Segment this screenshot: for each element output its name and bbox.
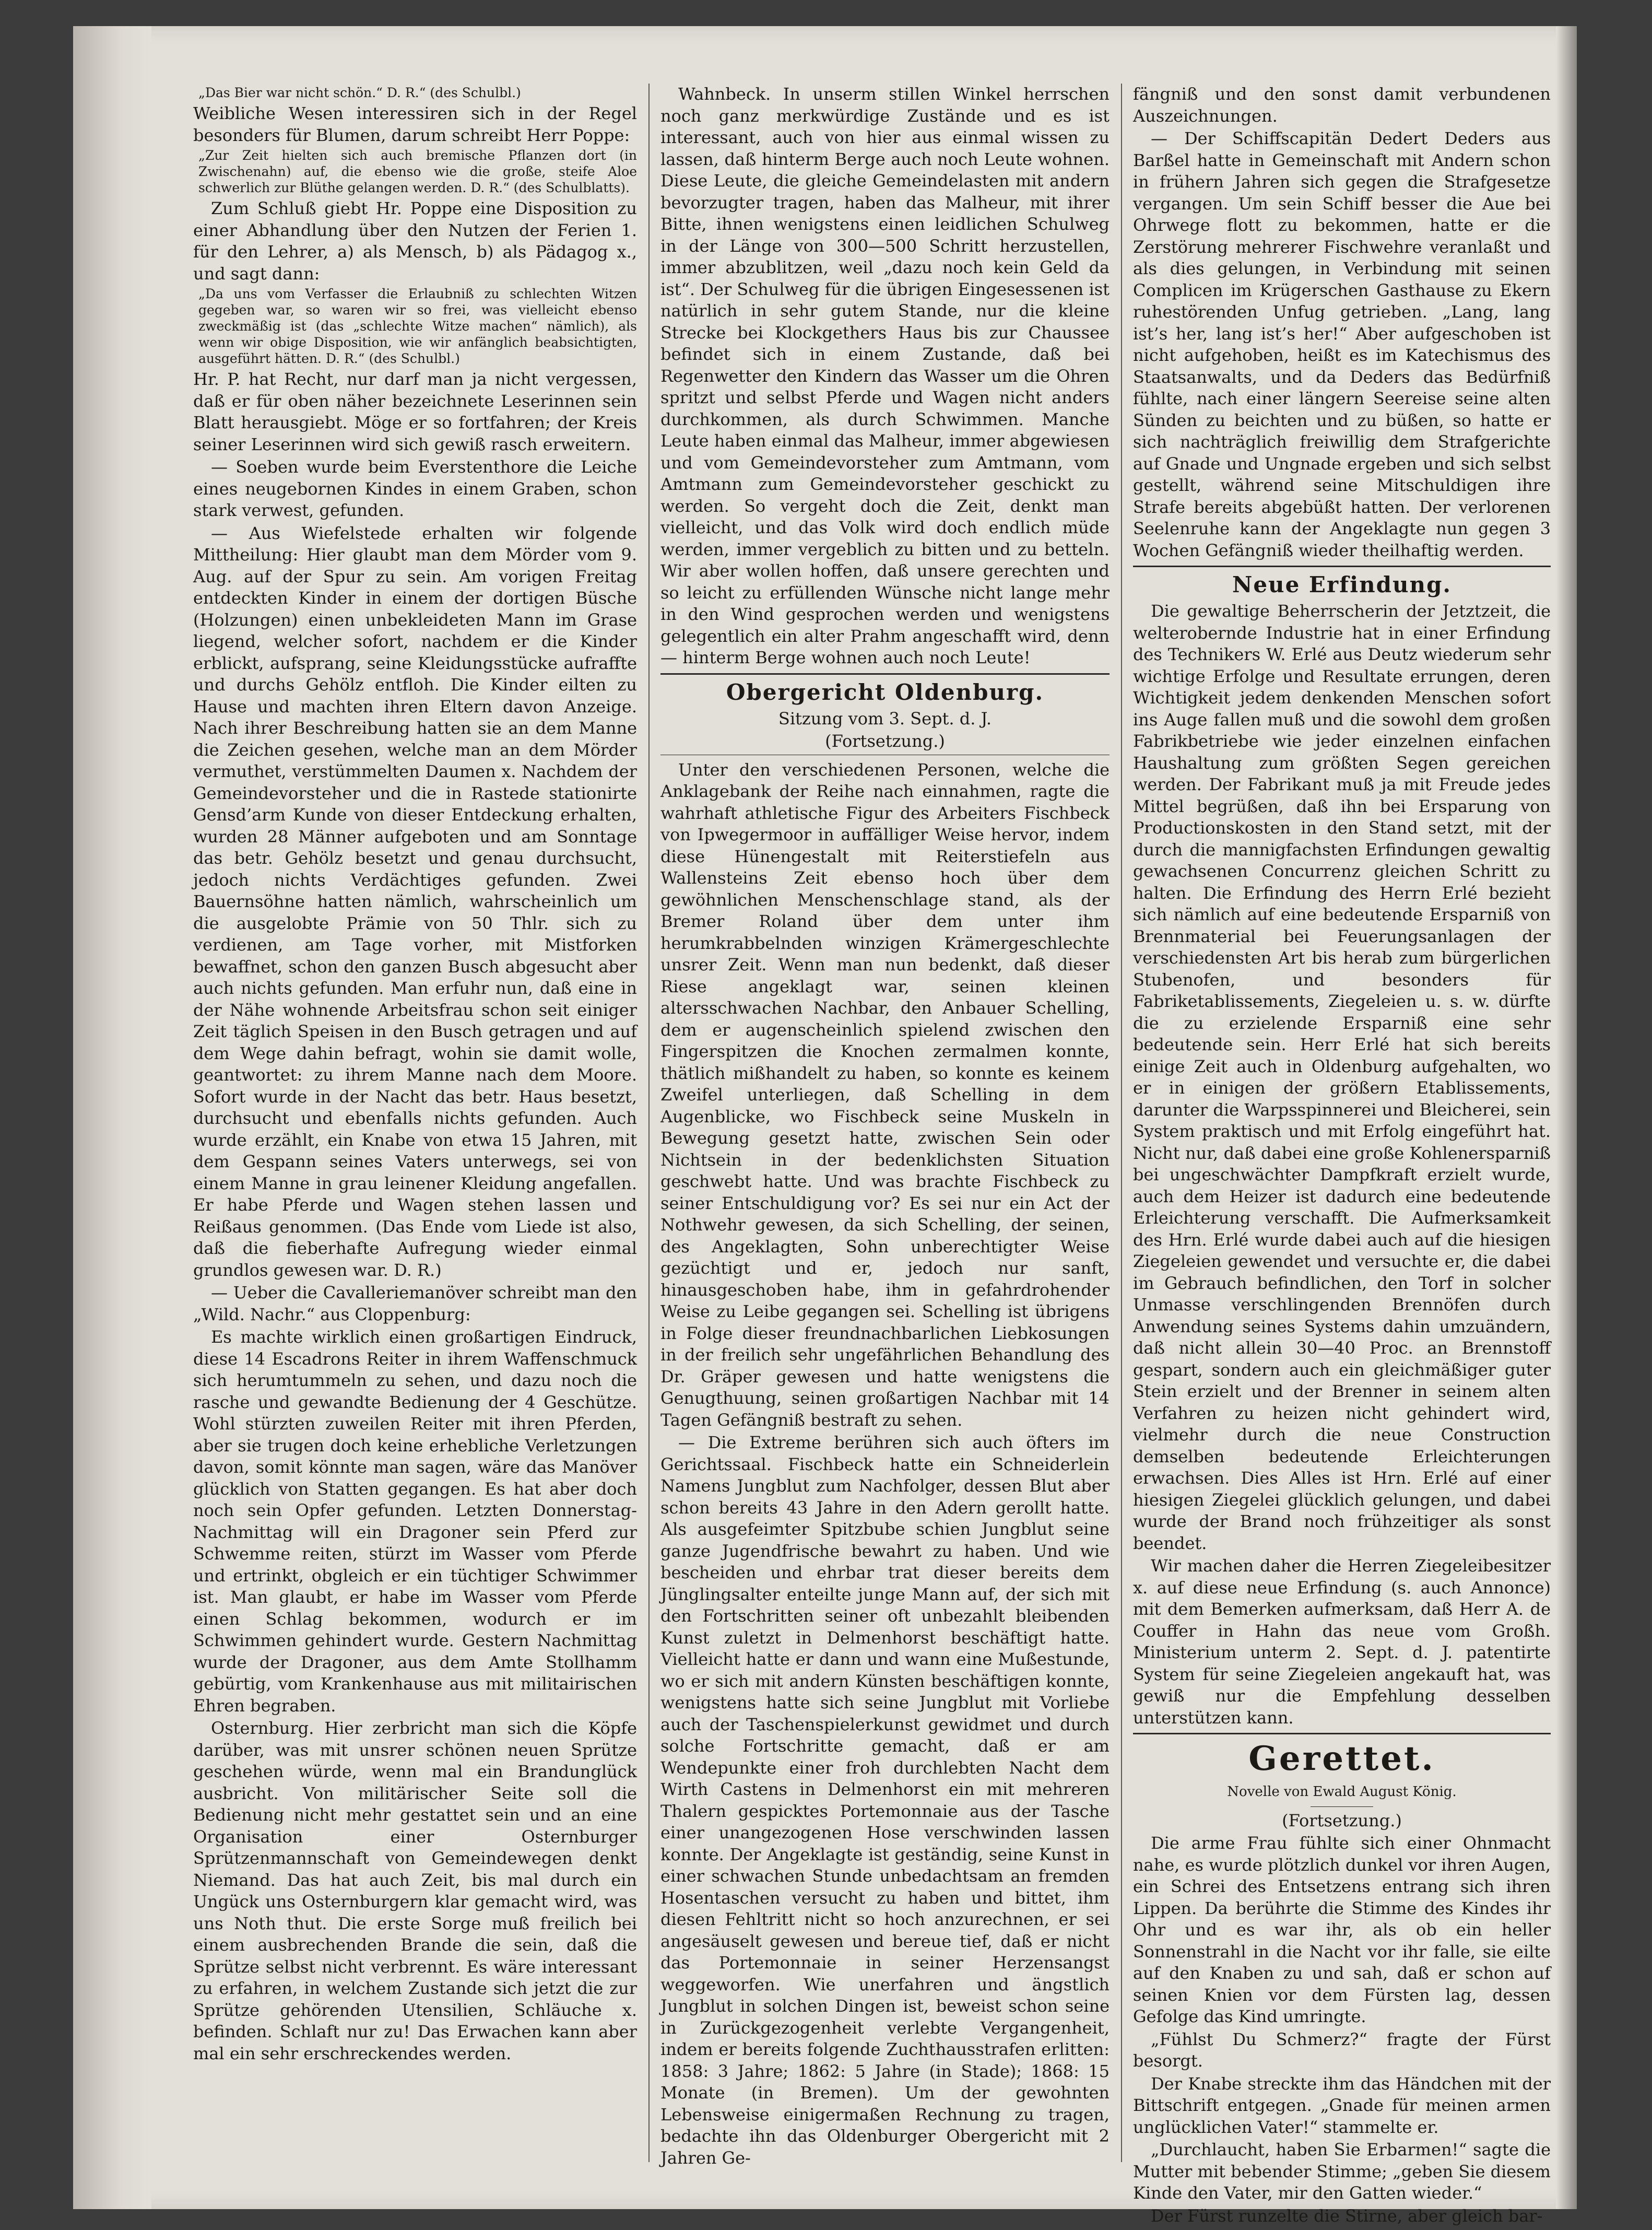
column-2 (660, 84, 1110, 2168)
paragraph: „Fühlst Du Schmerz?“ fragte der Fürst besorgt. (1133, 2029, 1551, 2071)
continuation-note: (Fortsetzung.) (1282, 1810, 1402, 1830)
paragraph: Hr. P. hat Recht, nur darf man ja nicht vergessen, daß er für oben näher bezeichnete Leserinnen sein Blatt herausgiebt. Möge er so fortfahren; der Kreis seiner Leserinnen wird sich gewiß rasch erweitern. (193, 369, 637, 454)
paragraph: Weibliche Wesen interessiren sich in der Regel besonders für Blumen, darum schreibt Herr Poppe: (193, 103, 637, 145)
paragraph: fängniß und den sonst damit verbundenen Auszeichnungen. (1133, 84, 1551, 126)
column-rule (648, 84, 650, 2162)
paragraph: Wir machen daher die Herren Ziegeleibesitzer x. auf diese neue Erfindung (s. auch Annonce) mit dem Bemerken aufmerksam, daß Herr A. de Couffer in Hahn das neue vom Großh. Ministerium unterm 2. Sept. d. J. patentirte System für seine Ziegeleien angekauft hat, was gewiß nur die Empfehlung desselben unterstützen kann. (1133, 1556, 1551, 1728)
paragraph: Der Fürst runzelte die Stirne, aber gleich bar- (1151, 2205, 1543, 2226)
section-heading: Obergericht Oldenburg. (726, 679, 1044, 705)
section-divider (1133, 566, 1551, 567)
paragraph: Der Knabe streckte ihm das Händchen mit der Bittschrift entgegen. „Gnade für meinen armen unglücklichen Vater!“ stammelte er. (1133, 2073, 1551, 2137)
news-item: — Der Schiffscapitän Dedert Deders aus Barßel hatte in Gemeinschaft mit Andern schon in frühern Jahren sich gegen die Strafgesetze vergangen. Um sein Schiff besser die Aue bei Ohrwege flott zu bekommen, hatte er die Zerstörung mehrerer Fischwehre veranlaßt und als dies gelungen, in Verbindung mit seinen Complicen im Krügerschen Gasthause zu Ekern ruhestörenden Unfug getrieben. „Lang, lang ist’s her, lang ist’s her!“ Aber aufgeschoben ist nicht aufgehoben, heißt es im Katechismus des Staatsanwalts, und da Deders das Bedürfniß fühlte, nach einer längern Seereise seine alten Sünden zu beichten und zu büßen, so hatte er sich nachträglich freiwillig dem Strafgerichte auf Gnade und Ungnade ergeben und sich selbst gestellt, während seine Mitschuldigen ihre Strafe bereits abgebüßt hatten. Der verlorenen Seelenruhe kann der Angeklagte nun gegen 3 Wochen Gefängniß wieder theilhaftig werden. (1133, 128, 1551, 560)
quote: „Da uns vom Verfasser die Erlaubniß zu schlechten Witzen gegeben war, so waren wir so frei, was vielleicht ebenso zweckmäßig ist (das „schlechte Witze machen“ nämlich), als wenn wir obige Disposition, wie wir anfänglich beabsichtigten, ausgeführt hätten. D. R.“ (des Schulbl.) (198, 286, 637, 366)
paragraph: Die gewaltige Beherrscherin der Jetztzeit, die welterobernde Industrie hat in einer Erfindung des Technikers W. Erlé aus Deutz wiederum sehr wichtige Erfolge und Resultate errungen, deren Wichtigkeit jedem denkenden Menschen sofort ins Auge fallen muß und die sowohl dem großen Fabrikbetriebe wie jeder einzelnen einfachen Haushaltung zum größten Segen gereichen werden. Der Fabrikant muß ja mit Freude jedes Mittel begrüßen, daß ihn bei Ersparung von Productionskosten in den Stand setzt, mit der durch die mannigfachsten Erfindungen gewaltig gewachsenen Concurrenz gleichen Schritt zu halten. Die Erfindung des Herrn Erlé bezieht sich nämlich auf eine bedeutende Ersparniß von Brennmaterial bei Feuerungsanlagen der verschiedensten Art bis herab zum bürgerlichen Stubenofen, und besonders für Fabriketablissements, Ziegeleien u. s. w. dürfte die zu erzielende Ersparniß eine sehr bedeutende sein. Herr Erlé hat sich bereits einige Zeit auch in Oldenburg aufgehalten, wo er in einigen der größern Etablissements, darunter die Warpsspinnerei und Bleicherei, sein System praktisch und mit Erfolg eingeführt hat. Nicht nur, daß dabei eine große Kohlenersparniß bei ungeschwächter Dampfkraft erzielt wurde, auch dem Heizer ist dadurch eine bedeutende Erleichterung verschafft. Die Aufmerksamkeit des Hrn. Erlé wurde dabei auch auf die hiesigen Ziegeleien gewendet und versuchte er, die dabei im Gebrauch befindlichen, den Torf in solcher Unmasse verschlingenden Brennöfen durch Anwendung seines Systems dahin umzuändern, daß nicht allein 30—40 Proc. an Brennstoff gespart, sondern auch ein gleichmäßiger guter Stein erzielt und der Brenner in seinem alten Verfahren zu heizen nicht gehindert wird, vielmehr durch die neue Construction demselben bedeutende Erleichterungen erwachsen. Dies Alles ist Hrn. Erlé auf einer hiesigen Ziegelei glücklich gelungen, und dabei wurde der Brand noch frühzeitiger als sonst beendet. (1133, 601, 1551, 1553)
newspaper-page (73, 26, 1577, 2226)
quote: „Das Bier war nicht schön.“ D. R.“ (des Schulbl.) (198, 85, 521, 100)
news-item-osternburg: Osternburg. Hier zerbricht man sich die Köpfe darüber, was mit unsrer schönen neuen Sprütze geschehen würde, wenn mal ein Brandunglück ausbricht. Von militärischer Seite soll die Bedienung nicht mehr gestattet sein und an eine Organisation einer Osternburger Sprützenmannschaft von Gemeindewegen denkt Niemand. Das hat auch Zeit, bis mal durch ein Ungück uns Osternburgern klar gemacht wird, was uns Noth thut. Die erste Sorge muß freilich bei einem ausbrechenden Brande die sein, daß die Sprütze selbst nicht verbrennt. Es wäre interessant zu erfahren, in welchem Zustande sich jetzt die zur Sprütze gehörenden Utensilien, Schläuche x. befinden. Schlaft nur zu! Das Erwachen kann aber mal ein sehr erschreckendes werden. (193, 1718, 637, 2063)
page-edge (1556, 26, 1577, 2209)
paragraph: Es machte wirklich einen großartigen Eindruck, diese 14 Escadrons Reiter in ihrem Waffenschmuck sich herumtummeln zu sehen, und dazu noch die rasche und gewandte Bedienung der 4 Geschütze. Wohl stürzten zuweilen Reiter mit ihren Pferden, aber sie trugen doch keine erhebliche Verletzungen davon, somit könnte man sagen, wäre das Manöver glücklich von Statten gegangen. Es hat aber doch noch sein Opfer gefunden. Letzten Donnerstag-Nachmittag will ein Dragoner sein Pferd zur Schwemme reiten, stürzt im Wasser vom Pferde und ertrinkt, obgleich er ein tüchtiger Schwimmer ist. Man glaubt, er habe im Wasser vom Pferde einen Schlag bekommen, wodurch er im Schwimmen gehindert wurde. Gestern Nachmittag wurde der Dragoner, aus dem Amte Stollhamm gebürtig, vom Krankenhause aus mit militairischen Ehren begraben. (193, 1327, 637, 1716)
column-3 (1133, 84, 1551, 2226)
news-item-wahnbeck: Wahnbeck. In unserm stillen Winkel herrschen noch ganz merkwürdige Zustände und es ist interessant, auch von hier aus einmal wissen zu lassen, daß hinterm Berge auch noch Leute wohnen. Diese Leute, die gleiche Gemeindelasten mit andern bevorzugter tragen, haben das Malheur, mit ihrer Bitte, ihnen wenigstens einen leidlichen Schulweg in der Länge von 300—500 Schritt herzustellen, immer abzublitzen, weil „dazu noch kein Geld da ist“. Der Schulweg für die übrigen Eingesessenen ist natürlich in sehr gutem Stande, nur die kleine Strecke bei Klockgethers Haus bis zur Chaussee befindet sich in einem Zustande, daß bei Regenwetter den Kindern das Wasser um die Ohren spritzt und selbst Pferde und Wagen nicht anders durchkommen, als durch Schwimmen. Manche Leute haben einmal das Malheur, immer abgewiesen und vom Gemeindevorsteher zum Amtmann, vom Amtmann zum Gemeindevorsteher geschickt zu werden. So vergeht doch die Zeit, denkt man vielleicht, und das Volk wird doch endlich müde werden, immer vergeblich zu bitten und zu betteln. Wir aber wollen hoffen, daß unsere gerechten und so leicht zu erfüllenden Wünsche nicht lange mehr in den Wind gesprochen werden und wenigstens gelegentlich ein alter Prahm angeschafft wird, denn — hinterm Berge wohnen auch noch Leute! (660, 84, 1110, 667)
section-divider (660, 673, 1110, 675)
serial-byline: Novelle von Ewald August König. (1227, 1784, 1457, 1800)
page-binding-shadow (73, 26, 151, 2209)
column-1 (193, 84, 637, 2162)
serial-title: Gerettet. (1248, 1739, 1435, 1778)
divider (1311, 1806, 1373, 1807)
paragraph: „Durchlaucht, haben Sie Erbarmen!“ sagte die Mutter mit bebender Stimme; „geben Sie diesem Kinde den Vater, mir den Gatten wieder.“ (1133, 2140, 1551, 2203)
news-item: — Ueber die Cavalleriemanöver schreibt man den „Wild. Nachr.“ aus Cloppenburg: (193, 1283, 637, 1324)
quote: „Zur Zeit hielten sich auch bremische Pflanzen dort (in Zwischenahn) auf, die ebenso wie die große, steife Aloe schwerlich zur Blüthe gelangen werden. D. R.“ (des Schulblatts). (198, 148, 637, 195)
paragraph: Zum Schluß giebt Hr. Poppe eine Disposition zu einer Abhandlung über den Nutzen der Ferien 1. für den Lehrer, a) als Mensch, b) als Pädagog x., und sagt dann: (193, 198, 637, 284)
continuation-note: (Fortsetzung.) (825, 731, 945, 751)
paragraph: — Die Extreme berühren sich auch öfters im Gerichtssaal. Fischbeck hatte ein Schneiderlein Namens Jungblut zum Nachfolger, dessen Blut aber schon bereits 43 Jahre in den Adern gerollt hatte. Als ausgefeimter Spitzbube schien Jungblut seine ganze Jugendfrische bewahrt zu haben. Und wie bescheiden und ehrbar trat dieser bereits dem Jünglingsalter enteilte junge Mann auf, der sich mit den Fortschritten seiner oft unbezahlt bleibenden Kunst zuletzt in Delmenhorst beschäftigt hatte. Vielleicht hatte er dann und wann eine Mußestunde, wo er sich mit andern Künsten beschäftigen konnte, wenigstens hatte sich seine Jungblut mit Vorliebe auch der Taschenspielerkunst gewidmet und durch solche Fortschritte gemacht, daß er am Wendepunkte einer froh durchlebten Nacht dem Wirth Castens in Delmenhorst ein mit mehreren Thalern gespicktes Portemonnaie aus der Tasche einer unangezogenen Hose verschwinden lassen konnte. Der Angeklagte ist geständig, seine Kunst in einer schwachen Stunde unbedachtsam an fremden Hosentaschen versucht zu haben und bittet, ihm diesen Fehltritt nicht so hoch anzurechnen, er sei angesäuselt gewesen und bereue tief, daß er nicht das Portemonnaie in seiner Herzensangst weggeworfen. Wie unerfahren und ängstlich Jungblut in solchen Dingen ist, beweist schon seine in Zurückgezogenheit verlebte Vergangenheit, indem er bereits folgende Zuchthausstrafen erlitten: 1858: 3 Jahre; 1862: 5 Jahre (in Stade); 1868: 15 Monate (in Bremen). Um der gewohnten Lebensweise einigermaßen Rechnung zu tragen, bedachte ihn das Oldenburger Obergericht mit 2 Jahren Ge- (660, 1433, 1110, 2168)
column-rule (1121, 84, 1122, 2162)
paragraph: Die arme Frau fühlte sich einer Ohnmacht nahe, es wurde plötzlich dunkel vor ihren Augen, ein Schrei des Entsetzens entrang sich ihren Lippen. Da berührte die Stimme des Kindes ihr Ohr und es war ihr, als ob ein heller Sonnenstrahl in die Nacht vor ihr falle, sie eilte auf den Knaben zu und sah, daß er schon auf seinen Knien vor dem Fürsten lag, dessen Gefolge das Kind umringte. (1133, 1833, 1551, 2026)
section-heading: Neue Erfindung. (1232, 572, 1452, 597)
section-divider (1133, 1733, 1551, 1734)
news-item-wiefelstede: — Aus Wiefelstede erhalten wir folgende Mittheilung: Hier glaubt man dem Mörder vom 9. Aug. auf der Spur zu sein. Am vorigen Freitag entdeckten Kinder in einem der dortigen Büsche (Holzungen) einen unbekleideten Mann im Grase liegend, welcher sofort, nachdem er die Kinder erblickt, aufsprang, seine Kleidungsstücke aufraffte und durchs Gehölz entfloh. Die Kinder eilten zu Hause und machten ihren Eltern davon Anzeige. Nach ihrer Beschreibung hatten sie an dem Manne die Zeichen gesehen, welche man an dem Mörder vermuthet, verstümmelten Daumen x. Nachdem der Gemeindevorsteher und die in Rastede stationirte Gensd’arm Kunde von dieser Entdeckung erhalten, wurden 28 Männer aufgeboten und am Sonntage das betr. Gehölz besetzt und genau durchsucht, jedoch nichts Verdächtiges gefunden. Zwei Bauernsöhne hatten nämlich, wahrscheinlich um die ausgelobte Prämie von 50 Thlr. sich zu verdienen, am Tage vorher, mit Mistforken bewaffnet, schon den ganzen Busch abgesucht aber auch nichts gefunden. Man erfuhr nun, daß eine in der Nähe wohnende Arbeitsfrau schon seit einiger Zeit täglich Speisen in den Busch getragen und auf dem Wege dahin befragt, wohin sie damit wolle, geantwortet: zu ihrem Manne nach dem Moore. Sofort wurde in der Nacht das betr. Haus besetzt, durchsucht und ebenfalls nichts gefunden. Auch wurde erzählt, ein Knabe von etwa 15 Jahren, mit dem Gespann seines Vaters unterwegs, sei von einem Manne in grau leinener Kleidung angefallen. Er habe Pferde und Wagen stehen lassen und Reißaus genommen. (Das Ende vom Liede ist also, daß die fieberhafte Aufregung wieder einmal grundlos gewesen war. D. R.) (193, 523, 637, 1280)
session-date: Sitzung vom 3. Sept. d. J. (778, 708, 992, 729)
news-item: — Soeben wurde beim Everstenthore die Leiche eines neugebornen Kindes in einem Graben, schon stark verwest, gefunden. (193, 457, 637, 520)
paragraph: Unter den verschiedenen Personen, welche die Anklagebank der Reihe nach einnahmen, ragte die wahrhaft athletische Figur des Arbeiters Fischbeck von Ipwegermoor in auffälliger Weise hervor, indem diese Hünengestalt mit Reiterstiefeln aus Wallensteins Zeit ebenso hoch über dem gewöhnlichen Menschenschlage stand, als der Bremer Roland über dem unter ihm herumkrabbelnden winzigen Krämergeschlechte unsrer Zeit. Wenn man nun bedenkt, daß dieser Riese angeklagt war, seinen kleinen altersschwachen Nachbar, den Anbauer Schelling, dem er augenscheinlich spielend zwischen den Fingerspitzen die Knochen zermalmen konnte, thätlich mißhandelt zu haben, so konnte es keinem Zweifel unterliegen, daß Schelling in dem Augenblicke, wo Fischbeck seine Muskeln in Bewegung gesetzt hatte, zwischen Sein oder Nichtsein in der bedenklichsten Situation geschwebt hatte. Und was brachte Fischbeck zu seiner Entschuldigung vor? Es sei nur ein Act der Nothwehr gewesen, da sich Schelling, der seinen, des Angeklagten, Sohn unberechtigter Weise gezüchtigt und er, jedoch nur sanft, hinausgeschoben habe, ihm in gefahrdrohender Weise zu Leibe gegangen sei. Schelling ist übrigens in Folge dieser freundnachbarlichen Liebkosungen in der freilich sehr ungefährlichen Behandlung des Dr. Gräper gewesen und hatte wenigstens die Genugthuung, seinen großartigen Nachbar mit 14 Tagen Gefängniß bestraft zu sehen. (660, 759, 1110, 1430)
